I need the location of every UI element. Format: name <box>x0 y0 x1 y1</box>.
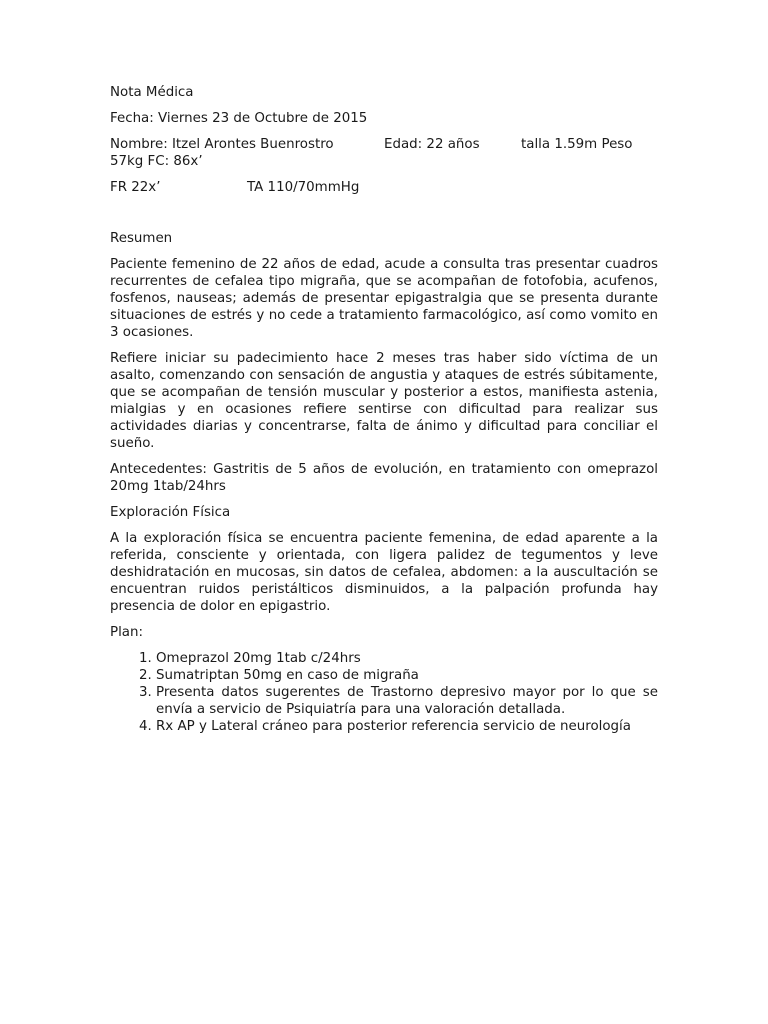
antecedentes-paragraph: Antecedentes: Gastritis de 5 años de evolución, en tratamiento con omeprazol 20mg 1tab/24hrs <box>110 462 658 494</box>
respiratory-rate: FR 22x’ <box>110 180 161 195</box>
blood-pressure: TA 110/70mmHg <box>247 180 360 195</box>
plan-item: 4. Rx AP y Lateral cráneo para posterior referencia servicio de neurología <box>156 718 658 735</box>
patient-info-row <box>110 136 658 153</box>
patient-name: Nombre: Itzel Arontes Buenrostro <box>110 137 334 152</box>
plan-item: 3. Presenta datos sugerentes de Trastorno depresivo mayor por lo que se envía a servicio de Psiquiatría para una valoración detallada. <box>156 684 658 718</box>
plan-item: 1. Omeprazol 20mg 1tab c/24hrs <box>156 650 658 667</box>
resumen-paragraph-2: Refiere iniciar su padecimiento hace 2 meses tras haber sido víctima de un asalto, comenzando con sensación de angustia y ataques de estrés súbitamente, que se acompañan de tensión muscular y posterior a estos, manifiesta astenia, mialgias y en ocasiones refiere sentirse con dificultad para realizar sus actividades diarias y concentrarse, falta de ánimo y dificultad para conciliar el sueño. <box>110 351 658 451</box>
document-title: Nota Médica <box>110 85 194 100</box>
section-heading-plan: Plan: <box>110 625 143 640</box>
plan-list <box>110 650 658 735</box>
patient-height-weight: talla 1.59m Peso <box>521 137 633 152</box>
resumen-paragraph-1: Paciente femenino de 22 años de edad, acude a consulta tras presentar cuadros recurrentes de cefalea tipo migraña, que se acompañan de fotofobia, acufenos, fosfenos, nauseas; además de presentar epigastralgia que se presenta durante situaciones de estrés y no cede a tratamiento farmacológico, así como vomito en 3 ocasiones. <box>110 257 658 340</box>
section-heading-resumen: Resumen <box>110 231 173 246</box>
patient-age: Edad: 22 años <box>384 137 480 152</box>
patient-weight-fc: 57kg FC: 86x’ <box>110 154 203 169</box>
date-line: Fecha: Viernes 23 de Octubre de 2015 <box>110 111 368 126</box>
vitals-row <box>110 179 658 196</box>
medical-note <box>110 84 658 735</box>
section-heading-exploracion: Exploración Física <box>110 505 231 520</box>
exploracion-paragraph: A la exploración física se encuentra paciente femenina, de edad aparente a la referida, consciente y orientada, con ligera palidez de tegumentos y leve deshidratación en mucosas, sin datos de cefalea, abdomen: a la auscultación se encuentran ruidos peristálticos disminuidos, a la palpación profunda hay presencia de dolor en epigastrio. <box>110 531 658 614</box>
plan-item: 2. Sumatriptan 50mg en caso de migraña <box>156 667 658 684</box>
